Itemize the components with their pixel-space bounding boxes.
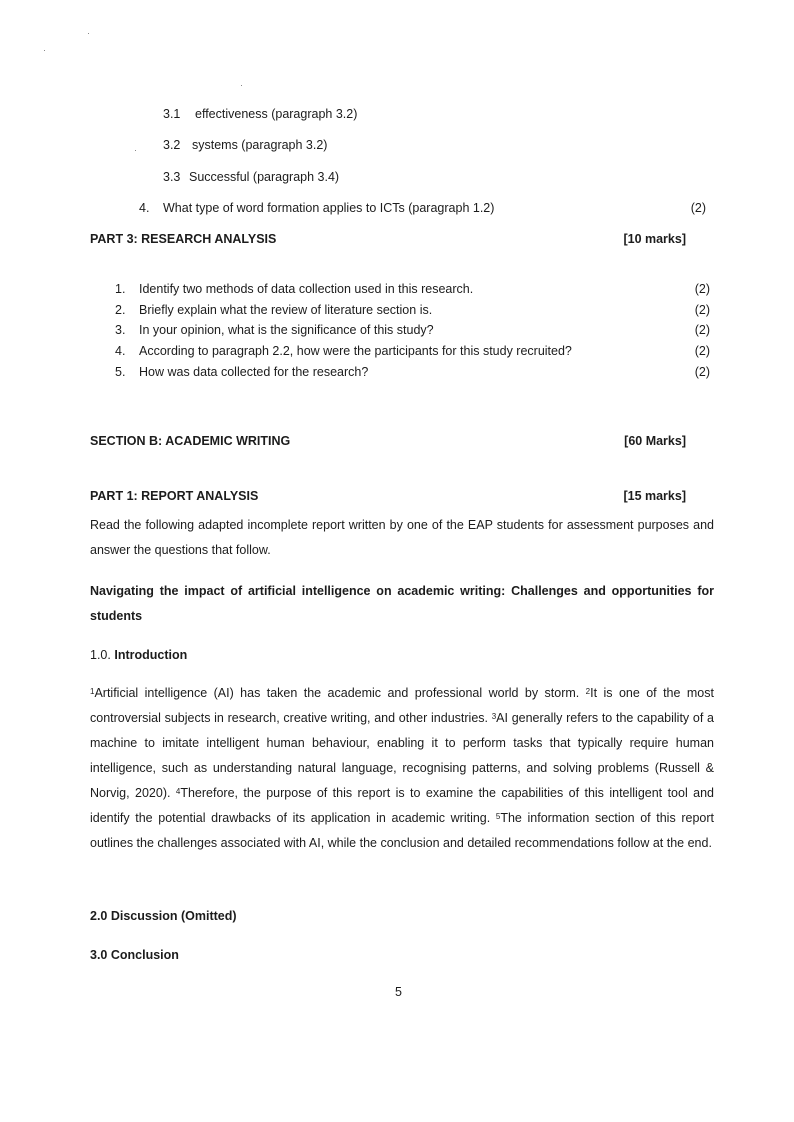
part3-question-2-marks: (2) xyxy=(694,303,710,317)
scan-speck xyxy=(88,33,89,34)
page-number: 5 xyxy=(395,985,402,999)
part1-heading: PART 1: REPORT ANALYSIS xyxy=(90,489,259,503)
part1-instructions: Read the following adapted incomplete report written by one of the EAP students for assessment purposes and answer the questions that follow. xyxy=(90,518,714,557)
scan-speck xyxy=(44,50,45,51)
discussion-heading: 2.0 Discussion (Omitted) xyxy=(90,909,237,923)
sentence-4: Therefore, the purpose of this report is to examine the capabilities of this intelligent tool and identify the potential drawbacks of its application in academic writing. xyxy=(90,786,714,825)
sentence-2: It is one of the most controversial subjects in research, creative writing, and other industries. xyxy=(90,686,714,725)
scan-speck xyxy=(241,85,242,86)
part3-heading: PART 3: RESEARCH ANALYSIS xyxy=(90,232,277,246)
part3-marks: [10 marks] xyxy=(623,232,686,246)
subitem-3-3: 3.3 Successful (paragraph 3.4) xyxy=(163,170,340,184)
sentence-5: The information section of this report outlines the challenges associated with AI, while the conclusion and detailed recommendations follow at the end. xyxy=(90,811,714,850)
introduction-heading: 1.0. Introduction xyxy=(90,648,188,662)
part3-question-5: 5. How was data collected for the research? xyxy=(115,365,369,379)
report-title: Navigating the impact of artificial intelligence on academic writing: Challenges and opportunities for students xyxy=(90,584,714,623)
scan-speck xyxy=(135,150,136,151)
part3-question-4-marks: (2) xyxy=(694,344,710,358)
sentence-3: AI generally refers to the capability of a machine to imitate intelligent human behaviour, enabling it to perform tasks that typically require human intelligence, such as understanding natural language, recognising patterns, and solving problems (Russell & Norvig, 2020). xyxy=(90,711,714,800)
part3-question-1-marks: (2) xyxy=(694,282,710,296)
sectionB-heading: SECTION B: ACADEMIC WRITING xyxy=(90,434,291,448)
part1-marks: [15 marks] xyxy=(623,489,686,503)
part3-question-3-marks: (2) xyxy=(694,323,710,337)
question-4-marks: (2) xyxy=(690,201,706,215)
question-4-word-formation: 4. What type of word formation applies to ICTs (paragraph 1.2) xyxy=(139,201,495,215)
part3-question-4: 4. According to paragraph 2.2, how were the participants for this study recruited? xyxy=(115,344,572,358)
sectionB-marks: [60 Marks] xyxy=(624,434,686,448)
subitem-3-1: 3.1 effectiveness (paragraph 3.2) xyxy=(163,107,358,121)
part3-question-3: 3. In your opinion, what is the significance of this study? xyxy=(115,323,434,337)
part3-question-5-marks: (2) xyxy=(694,365,710,379)
conclusion-heading: 3.0 Conclusion xyxy=(90,948,179,962)
sentence-1: Artificial intelligence (AI) has taken the academic and professional world by storm. xyxy=(94,686,586,700)
part3-question-1: 1. Identify two methods of data collection used in this research. xyxy=(115,282,474,296)
introduction-paragraph: $^1$Artificial intelligence (AI) has taken the academic and professional world by storm. $^2$It is one of the most controversial subjects in research, creative writing, and other industries. $^3$AI generally refers to the capability of a machine to imitate intelligent human behaviour, enabling it to perform tasks that typically require human intelligence, such as understanding natural language, recognising patterns, and solving problems (Russell & Norvig, 2020). $^4$Therefore, the purpose of this report is to examine the capabilities of this intelligent tool and identify the potential drawbacks of its application in academic writing. $^5$The information section of this report outlines the challenges associated with AI, while the conclusion and detailed recommendations follow at the end. xyxy=(90,686,714,850)
subitem-3-2: 3.2 systems (paragraph 3.2) xyxy=(163,138,328,152)
part3-question-2: 2. Briefly explain what the review of literature section is. xyxy=(115,303,433,317)
